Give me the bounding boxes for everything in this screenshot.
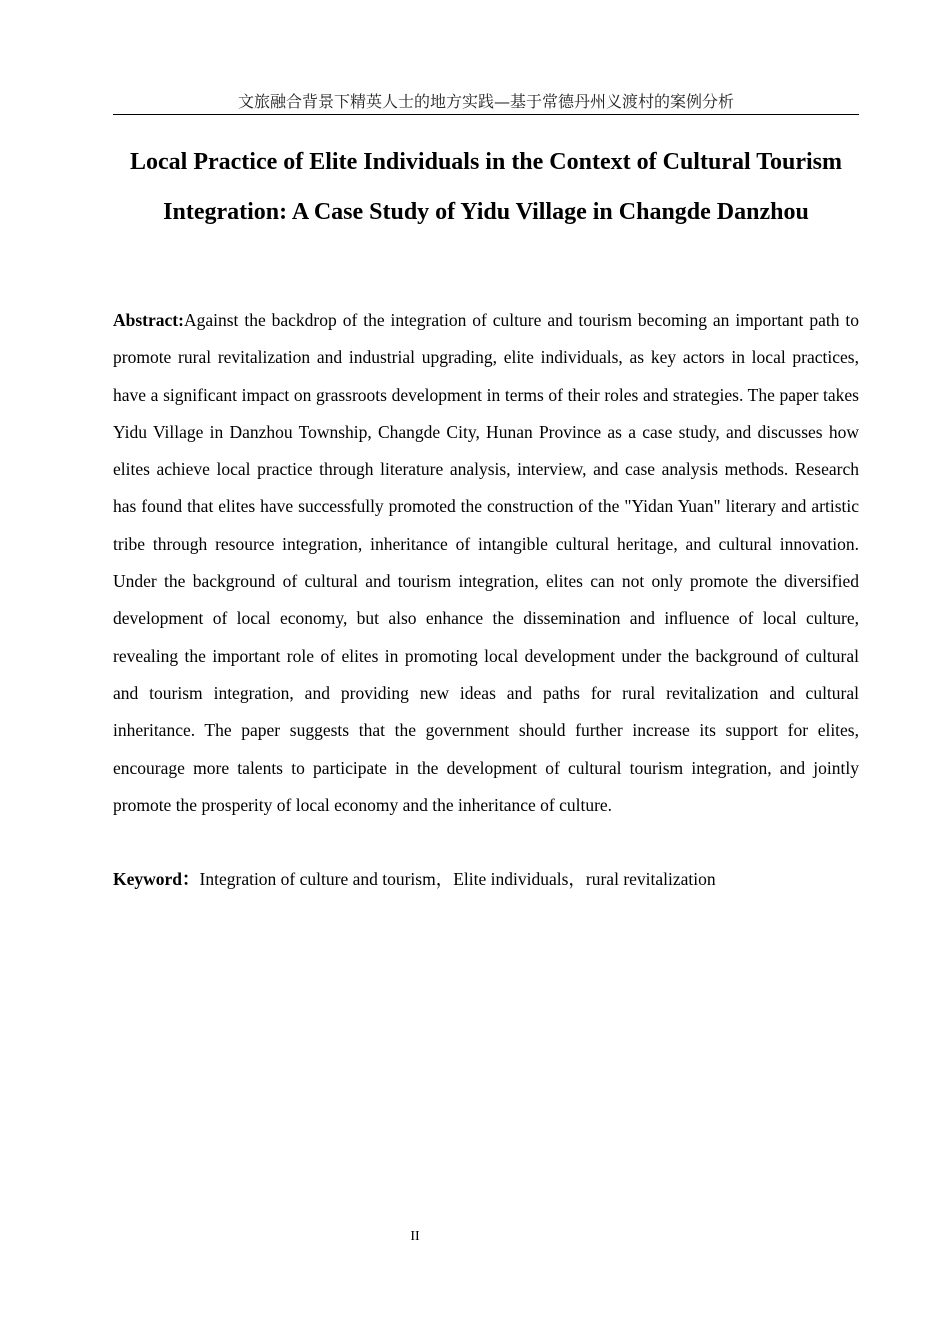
abstract-label: Abstract: [113,310,184,330]
keywords-text: Integration of culture and tourism，Elite individuals，rural revitalization [199,869,716,889]
keyword-label: Keyword： [113,869,200,889]
keywords [113,861,859,898]
page-number: II [410,1229,420,1244]
abstract [113,302,859,824]
paper-title: Local Practice of Elite Individuals in the Context of Cultural Tourism Integration: A Case Study of Yidu Village in Changde Danzhou [129,149,842,225]
running-header: 文旅融合背景下精英人士的地方实践—基于常德丹州义渡村的案例分析 [113,90,859,115]
abstract-text: Against the backdrop of the integration of culture and tourism becoming an important path to promote rural revitalization and industrial upgrading, elite individuals, as key actors in local practices, have a significant impact on grassroots development in terms of their roles and strategies. The paper takes Yidu Village in Danzhou Township, Changde City, Hunan Province as a case study, and discusses how elites achieve local practice through literature analysis, interview, and case analysis methods. Research has found that elites have successfully promoted the construction of the "Yidan Yuan" literary and artistic tribe through resource integration, inheritance of intangible cultural heritage, and cultural innovation. Under the background of cultural and tourism integration, elites can not only promote the diversified development of local economy, but also enhance the dissemination and influence of local culture, revealing the important role of elites in promoting local development under the background of cultural and tourism integration, and providing new ideas and paths for rural revitalization and cultural inheritance. The paper suggests that the government should further increase its support for elites, encourage more talents to participate in the development of cultural tourism integration, and jointly promote the prosperity of local economy and the inheritance of culture. [113,310,859,815]
